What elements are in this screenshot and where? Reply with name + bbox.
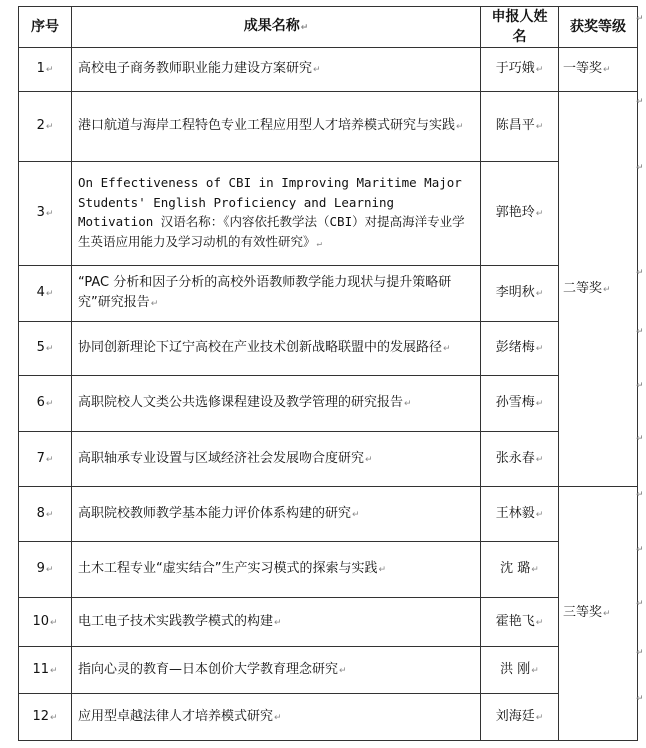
row-title: 高职院校教师教学基本能力评价体系构建的研究↵ bbox=[72, 487, 481, 542]
row-applicant: 孙雪梅↵ bbox=[481, 376, 559, 432]
row-applicant: 张永春↵ bbox=[481, 432, 559, 487]
paragraph-mark-icon: ↵ bbox=[636, 97, 644, 107]
row-title: 土木工程专业“虚实结合”生产实习模式的探索与实践↵ bbox=[72, 542, 481, 598]
table-row bbox=[19, 48, 638, 92]
paragraph-mark-icon: ↵ bbox=[636, 163, 644, 173]
header-row bbox=[19, 7, 638, 48]
table-row bbox=[19, 162, 638, 266]
row-no: 12↵ bbox=[19, 694, 72, 741]
row-no: 3↵ bbox=[19, 162, 72, 266]
row-applicant: 洪 刚↵ bbox=[481, 647, 559, 694]
table-row bbox=[19, 376, 638, 432]
row-title: 电工电子技术实践教学模式的构建↵ bbox=[72, 598, 481, 647]
paragraph-mark-icon: ↵ bbox=[636, 14, 644, 24]
row-applicant: 郭艳玲↵ bbox=[481, 162, 559, 266]
paragraph-mark-icon: ↵ bbox=[636, 327, 644, 337]
table-row bbox=[19, 542, 638, 598]
level-first: 一等奖↵ bbox=[559, 48, 638, 92]
row-title: 协同创新理论下辽宁高校在产业技术创新战略联盟中的发展路径↵ bbox=[72, 322, 481, 376]
row-no: 8↵ bbox=[19, 487, 72, 542]
row-title: 港口航道与海岸工程特色专业工程应用型人才培养模式研究与实践↵ bbox=[72, 92, 481, 162]
row-no: 6↵ bbox=[19, 376, 72, 432]
table-row bbox=[19, 322, 638, 376]
row-no: 9↵ bbox=[19, 542, 72, 598]
row-no: 1↵ bbox=[19, 48, 72, 92]
paragraph-mark-icon: ↵ bbox=[636, 434, 644, 444]
paragraph-mark-icon: ↵ bbox=[636, 268, 644, 278]
row-title: 高职轴承专业设置与区域经济社会发展吻合度研究↵ bbox=[72, 432, 481, 487]
row-no: 4↵ bbox=[19, 266, 72, 322]
table-row bbox=[19, 598, 638, 647]
row-no: 5↵ bbox=[19, 322, 72, 376]
paragraph-mark-icon: ↵ bbox=[636, 648, 644, 658]
table-row bbox=[19, 487, 638, 542]
level-third: 三等奖↵ bbox=[559, 487, 638, 741]
paragraph-mark-icon: ↵ bbox=[636, 381, 644, 391]
header-no: 序号 bbox=[19, 7, 72, 48]
header-title: 成果名称↵ bbox=[72, 7, 481, 48]
table-row bbox=[19, 266, 638, 322]
row-applicant: 李明秋↵ bbox=[481, 266, 559, 322]
row-title: 高职院校人文类公共选修课程建设及教学管理的研究报告↵ bbox=[72, 376, 481, 432]
row-no: 7↵ bbox=[19, 432, 72, 487]
row-applicant: 沈 璐↵ bbox=[481, 542, 559, 598]
row-applicant: 于巧娥↵ bbox=[481, 48, 559, 92]
row-title: 应用型卓越法律人才培养模式研究↵ bbox=[72, 694, 481, 741]
table-row bbox=[19, 647, 638, 694]
header-level: 获奖等级 bbox=[559, 7, 638, 48]
row-no: 10↵ bbox=[19, 598, 72, 647]
row-applicant: 刘海廷↵ bbox=[481, 694, 559, 741]
row-applicant: 陈昌平↵ bbox=[481, 92, 559, 162]
table-row bbox=[19, 432, 638, 487]
row-no: 2↵ bbox=[19, 92, 72, 162]
row-applicant: 彭绪梅↵ bbox=[481, 322, 559, 376]
row-title: On Effectiveness of CBI in Improving Maritime Major Students' English Proficiency and Learning Motivation 汉语名称：《内容依托教学法（CBI）对提高海洋专业学生英语应用能力及学习动机的有效性研究》↵ bbox=[72, 162, 481, 266]
row-no: 11↵ bbox=[19, 647, 72, 694]
row-title: 指向心灵的教育—日本创价大学教育理念研究↵ bbox=[72, 647, 481, 694]
paragraph-mark-icon: ↵ bbox=[636, 694, 644, 704]
header-applicant: 申报人姓名 bbox=[481, 7, 559, 48]
paragraph-mark-icon: ↵ bbox=[636, 599, 644, 609]
row-title: 高校电子商务教师职业能力建设方案研究↵ bbox=[72, 48, 481, 92]
paragraph-mark-icon: ↵ bbox=[636, 545, 644, 555]
awards-table bbox=[18, 6, 638, 741]
row-title: “PAC 分析和因子分析的高校外语教师教学能力现状与提升策略研究”研究报告↵ bbox=[72, 266, 481, 322]
table-row bbox=[19, 92, 638, 162]
table-row bbox=[19, 694, 638, 741]
row-applicant: 王林毅↵ bbox=[481, 487, 559, 542]
paragraph-mark-icon: ↵ bbox=[636, 490, 644, 500]
row-applicant: 霍艳飞↵ bbox=[481, 598, 559, 647]
level-second: 二等奖↵ bbox=[559, 92, 638, 487]
